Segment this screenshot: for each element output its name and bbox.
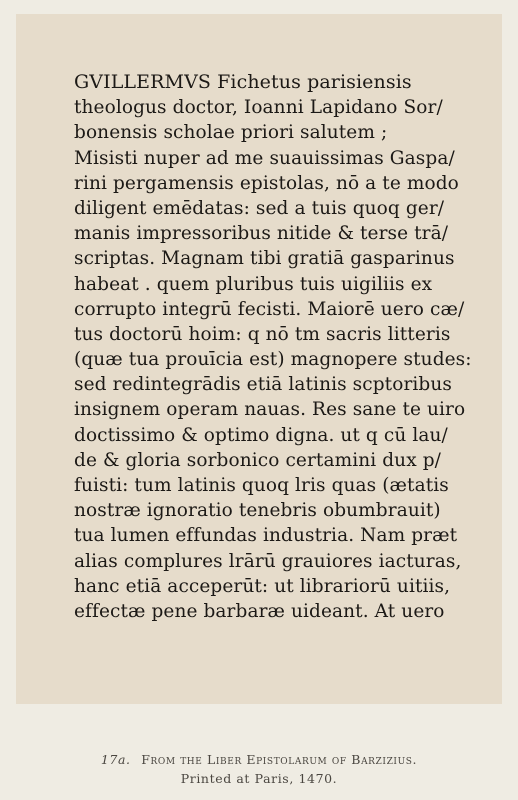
text-line: GVILLERMVS Fichetus parisiensis (74, 71, 412, 93)
caption-subtitle: Printed at Paris, 1470. (180, 771, 338, 786)
caption-title: From the Liber Epistolarum of Barzizius. (141, 752, 418, 767)
text-line: corrupto integrū fecisti. Maiorē uero cæ/ (74, 298, 465, 320)
text-line: fuisti: tum latinis quoq lris quas (ætatis (74, 475, 449, 496)
facsimile-text-block (74, 70, 474, 624)
text-line: theologus doctor, Ioanni Lapidano Sor/ (74, 97, 443, 119)
text-line: habeat . quem pluribus tuis uigiliis ex (74, 273, 433, 295)
text-line: Misisti nuper ad me suauissimas Gaspa/ (74, 147, 455, 169)
text-line: insignem operam nauas. Res sane te uiro (74, 399, 466, 421)
text-line: nostræ ignoratio tenebris obumbrauit) (74, 500, 441, 522)
text-line: doctissimo & optimo digna. ut q cū lau/ (74, 424, 448, 446)
figure-number: 17a. (100, 752, 131, 767)
text-line: sed redintegrādis etiā latinis scptoribus (74, 374, 452, 396)
book-page-plate (16, 14, 502, 704)
text-line: tua lumen effundas industria. Nam præt (74, 525, 458, 547)
text-line: bonensis scholae priori salutem ; (74, 122, 388, 144)
text-line: alias complures lrārū grauiores iacturas, (74, 550, 462, 572)
text-line: hanc etiā acceperūt: ut librariorū uitiis, (74, 575, 451, 597)
text-line: diligent emēdatas: sed a tuis quoq ger/ (74, 197, 445, 219)
text-line: effectæ pene barbaræ uideant. At uero (74, 600, 445, 622)
text-line: (quæ tua prouīcia est) magnopere studes: (74, 349, 472, 371)
figure-caption (0, 752, 518, 767)
text-line: scriptas. Magnam tibi gratiā gasparinus (74, 248, 455, 270)
text-line: de & gloria sorbonico certamini dux p/ (74, 449, 441, 471)
text-line: manis impressoribus nitide & terse trā/ (74, 223, 449, 245)
text-line: tus doctorū hoim: q nō tm sacris litteris (74, 323, 451, 345)
text-line: rini pergamensis epistolas, nō a te modo (74, 172, 459, 194)
